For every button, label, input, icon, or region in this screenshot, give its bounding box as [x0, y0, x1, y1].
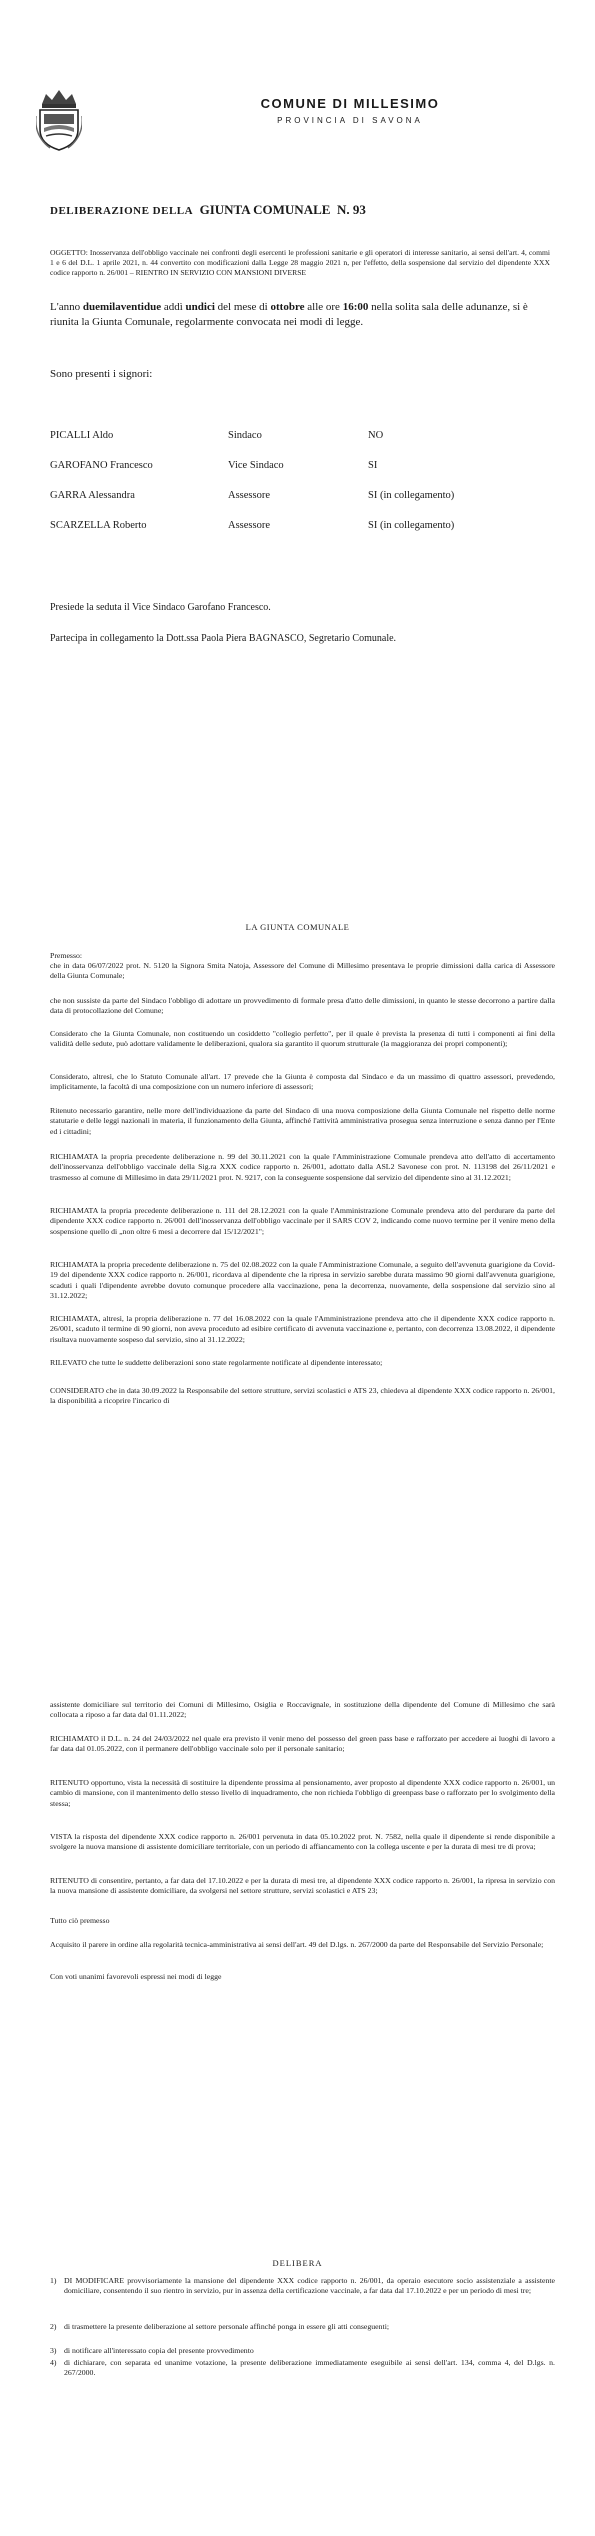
oggetto-text: OGGETTO: Inosservanza dell'obbligo vaccinale nei confronti degli esercenti le professioni sanitarie e gli operatori di interesse sanitario, ai sensi dell'art. 4, commi 1 e 6 del D.L. 1 aprile 2021, n. 44 convertito con modificazioni dalla Legge 28 maggio 2021 n, per l'effetto, della sospensione dal servizio del dipendente XXX codice rapporto n. 26/001 – RIENTRO IN SERVIZIO CON MANSIONI DIVERSE — [50, 248, 550, 277]
item-text: di dichiarare, con separata ed unanime votazione, la presente deliberazione immediatamente eseguibile ai sensi dell'art. 134, comma 4, del D.lgs. n. 267/2000. — [64, 2358, 555, 2378]
body-paragraph: Considerato, altresì, che lo Statuto Comunale all'art. 17 prevede che la Giunta è composta dal Sindaco e da un massimo di quattro assessori, prevedendo, implicitamente, la facoltà di una composizione con un numero inferiore di assessori; — [50, 1072, 555, 1092]
giunta-heading: LA GIUNTA COMUNALE — [245, 922, 350, 932]
deliberation-title — [50, 202, 366, 218]
body-paragraph: RICHIAMATA la propria precedente deliberazione n. 99 del 30.11.2021 con la quale l'Amministrazione Comunale prendeva atto dell'atto di accertamento dell'inosservanza dell'obbligo vaccinale della Sig.ra XXX codice rapporto n. 26/001, adottato dalla ASL2 Savonese con prot. N. 113198 del 26/11/2021 e trasmesso al comune di Millesimo in data 29/11/2021 prot. N. 9217, con la conseguente sospensione dal servizio del dipendente sino al 31.12.2021; — [50, 1152, 555, 1182]
member-name: SCARZELLA Roberto — [50, 520, 147, 531]
body-paragraph: Con voti unanimi favorevoli espressi nei modi di legge — [50, 1972, 222, 1981]
presiede-text: Presiede la seduta il Vice Sindaco Garofano Francesco. — [50, 602, 271, 613]
item-number: 2) — [50, 2322, 57, 2331]
intro-paragraph — [50, 300, 555, 330]
title-number: N. 93 — [336, 202, 366, 217]
member-name: PICALLI Aldo — [50, 430, 114, 441]
body-paragraph: RICHIAMATA la propria precedente deliberazione n. 111 del 28.12.2021 con la quale l'Amministrazione Comunale prendeva atto del perdurare da parte del dipendente XXX codice rapporto n. 26/001 dell'inosservanza dell'obbligo vaccinale per il SARS COV 2, indicando come nuovo termine per il venire meno della sospensione quello di „non oltre 6 mesi a decorrere dal 15/12/2021"; — [50, 1206, 555, 1236]
title-lead: DELIBERAZIONE DELLA — [50, 205, 194, 217]
member-name: GAROFANO Francesco — [50, 460, 153, 471]
body-paragraph: Tutto ciò premesso — [50, 1916, 110, 1925]
intro-text: addì — [161, 301, 186, 313]
member-name: GARRA Alessandra — [50, 490, 135, 501]
body-paragraph: Premesso: — [50, 951, 83, 960]
item-text: DI MODIFICARE provvisoriamente la mansione del dipendente XXX codice rapporto n. 26/001, da operaio esecutore socio assistenziale a assistente domiciliare, consentendo il suo rientro in servizio, pur in assenza della certificazione vaccinale, a far data dal 17.10.2022 e per un periodo di mesi tre; — [64, 2276, 555, 2296]
body-paragraph: Considerato che la Giunta Comunale, non costituendo un cosiddetto "collegio perfetto", per il quale è prevista la presenza di tutti i componenti ai fini della validità delle sedute, può adottare validamente le deliberazioni, qualora sia garantito il quorum strutturale (la maggioranza dei propri componenti); — [50, 1029, 555, 1049]
body-paragraph: RILEVATO che tutte le suddette deliberazioni sono state regolarmente notificate al dipendente interessato; — [50, 1358, 383, 1367]
member-role: Assessore — [228, 520, 270, 531]
provincia-name: PROVINCIA DI SAVONA — [277, 116, 423, 125]
intro-text: L'anno — [50, 301, 83, 313]
body-paragraph: che non sussiste da parte del Sindaco l'obbligo di adottare un provvedimento di formale presa d'atto delle dimissioni, in quanto le stesse decorrono a partire dalla data di protocollazione del Comune; — [50, 996, 555, 1016]
member-presence: SI (in collegamento) — [368, 520, 455, 531]
item-text: di notificare all'interessato copia del presente provvedimento — [64, 2346, 254, 2355]
body-paragraph: RITENUTO opportuno, vista la necessità di sostituire la dipendente prossima al pensionamento, aver proposto al dipendente XXX codice rapporto n. 26/001, un cambio di mansione, con il mantenimento dello stesso livello di inquadramento, che non richieda l'obbligo di greenpass base o rafforzato per lo svolgimento della stessa; — [50, 1778, 555, 1808]
title-body: GIUNTA COMUNALE — [199, 202, 331, 217]
item-number: 1) — [50, 2276, 57, 2285]
partecipa-text: Partecipa in collegamento la Dott.ssa Paola Piera BAGNASCO, Segretario Comunale. — [50, 633, 397, 644]
item-number: 3) — [50, 2346, 57, 2355]
body-paragraph: RICHIAMATA, altresì, la propria deliberazione n. 77 del 16.08.2022 con la quale l'Amministrazione prendeva atto che il dipendente XXX codice rapporto n. 26/001, scaduto il termine di 90 giorni, non aveva proceduto ad esibire certificato di avvenuta vaccinazione e, pertanto, con decorrenza 13.08.2022, il dipendente risultava nuovamente sospeso dal servizio, sino al 31.12.2022; — [50, 1314, 555, 1344]
body-paragraph: assistente domiciliare sul territorio dei Comuni di Millesimo, Osiglia e Roccavignale, in sostituzione della dipendente del Comune di Millesimo che sarà collocata a riposo a far data dal 01.11.2022; — [50, 1700, 555, 1720]
intro-year: duemilaventidue — [82, 301, 162, 313]
presenti-label: Sono presenti i signori: — [50, 368, 153, 380]
member-role: Sindaco — [228, 430, 262, 441]
item-number: 4) — [50, 2358, 57, 2367]
intro-time: 16:00 — [342, 301, 369, 313]
comune-name: COMUNE DI MILLESIMO — [260, 96, 440, 111]
body-paragraph: RITENUTO di consentire, pertanto, a far data del 17.10.2022 e per la durata di mesi tre, al dipendente XXX codice rapporto n. 26/001, la ripresa in servizio con la nuova mansione di assistente domiciliare, da svolgersi nel settore strutture, servizi scolastici e ATS 23; — [50, 1876, 555, 1896]
delibera-heading: DELIBERA — [272, 2258, 323, 2268]
body-paragraph: Ritenuto necessario garantire, nelle more dell'individuazione da parte del Sindaco di una nuova composizione della Giunta Comunale nel rispetto delle norme statutarie e delle leggi nazionali in materia, il funzionamento della Giunta, affinché l'attività amministrativa prosegua senza interruzione e senza danno per l'Ente ed i cittadini; — [50, 1106, 555, 1136]
body-paragraph: RICHIAMATO il D.L. n. 24 del 24/03/2022 nel quale era previsto il venir meno del possesso del green pass base e rafforzato per accedere ai luoghi di lavoro a far data dal 01.05.2022, con il permanere dell'obbligo vaccinale solo per il personale sanitario; — [50, 1734, 555, 1754]
member-presence: NO — [368, 430, 384, 441]
intro-month: ottobre — [270, 301, 305, 313]
intro-day: undici — [185, 301, 215, 313]
member-role: Vice Sindaco — [228, 460, 284, 471]
body-paragraph: Acquisito il parere in ordine alla regolarità tecnica-amministrativa ai sensi dell'art. 49 del D.lgs. n. 267/2000 da parte del Responsabile del Servizio Personale; — [50, 1940, 544, 1949]
body-paragraph: RICHIAMATA la propria precedente deliberazione n. 75 del 02.08.2022 con la quale l'Amministrazione Comunale, a seguito dell'avvenuta guarigione da Covid-19 del dipendente XXX codice rapporto n. 26/001, ricordava al dipendente che la ripresa in servizio sarebbe durata massimo 90 giorni dall'avvenuta guarigione, scaduti i quali l'dipendente avrebbe dovuto comunque procedere alla vaccinazione, pena la decorrenza, nuovamente, della sospensione dal servizio sino al 31.12.2022; — [50, 1260, 555, 1301]
member-presence: SI (in collegamento) — [368, 490, 455, 501]
intro-text: nella solita sala delle adunanze, si è riunita la Giunta Comunale, regolarmente convocata nei modi di legge. — [50, 301, 528, 328]
body-paragraph: che in data 06/07/2022 prot. N. 5120 la Signora Smita Natoja, Assessore del Comune di Millesimo presentava le proprie dimissioni dalla carica di Assessore della Giunta Comunale; — [50, 961, 555, 981]
body-paragraph: VISTA la risposta del dipendente XXX codice rapporto n. 26/001 pervenuta in data 05.10.2022 prot. N. 7582, nella quale il dipendente si rende disponibile a svolgere la nuova mansione di assistente domiciliare territoriale, con un periodo di affiancamento con la collega uscente e per la durata di mesi tre di prova; — [50, 1832, 555, 1852]
member-presence: SI — [368, 460, 378, 471]
body-paragraph: CONSIDERATO che in data 30.09.2022 la Responsabile del settore strutture, servizi scolastici e ATS 23, chiedeva al dipendente XXX codice rapporto n. 26/001, la disponibilità a ricoprire l'incarico di — [50, 1386, 555, 1406]
intro-text: del mese di — [214, 301, 271, 313]
item-text: di trasmettere la presente deliberazione al settore personale affinché ponga in essere gli atti conseguenti; — [64, 2322, 390, 2331]
member-role: Assessore — [228, 490, 270, 501]
coat-of-arms-icon — [36, 86, 82, 152]
intro-text: alle ore — [304, 301, 343, 313]
